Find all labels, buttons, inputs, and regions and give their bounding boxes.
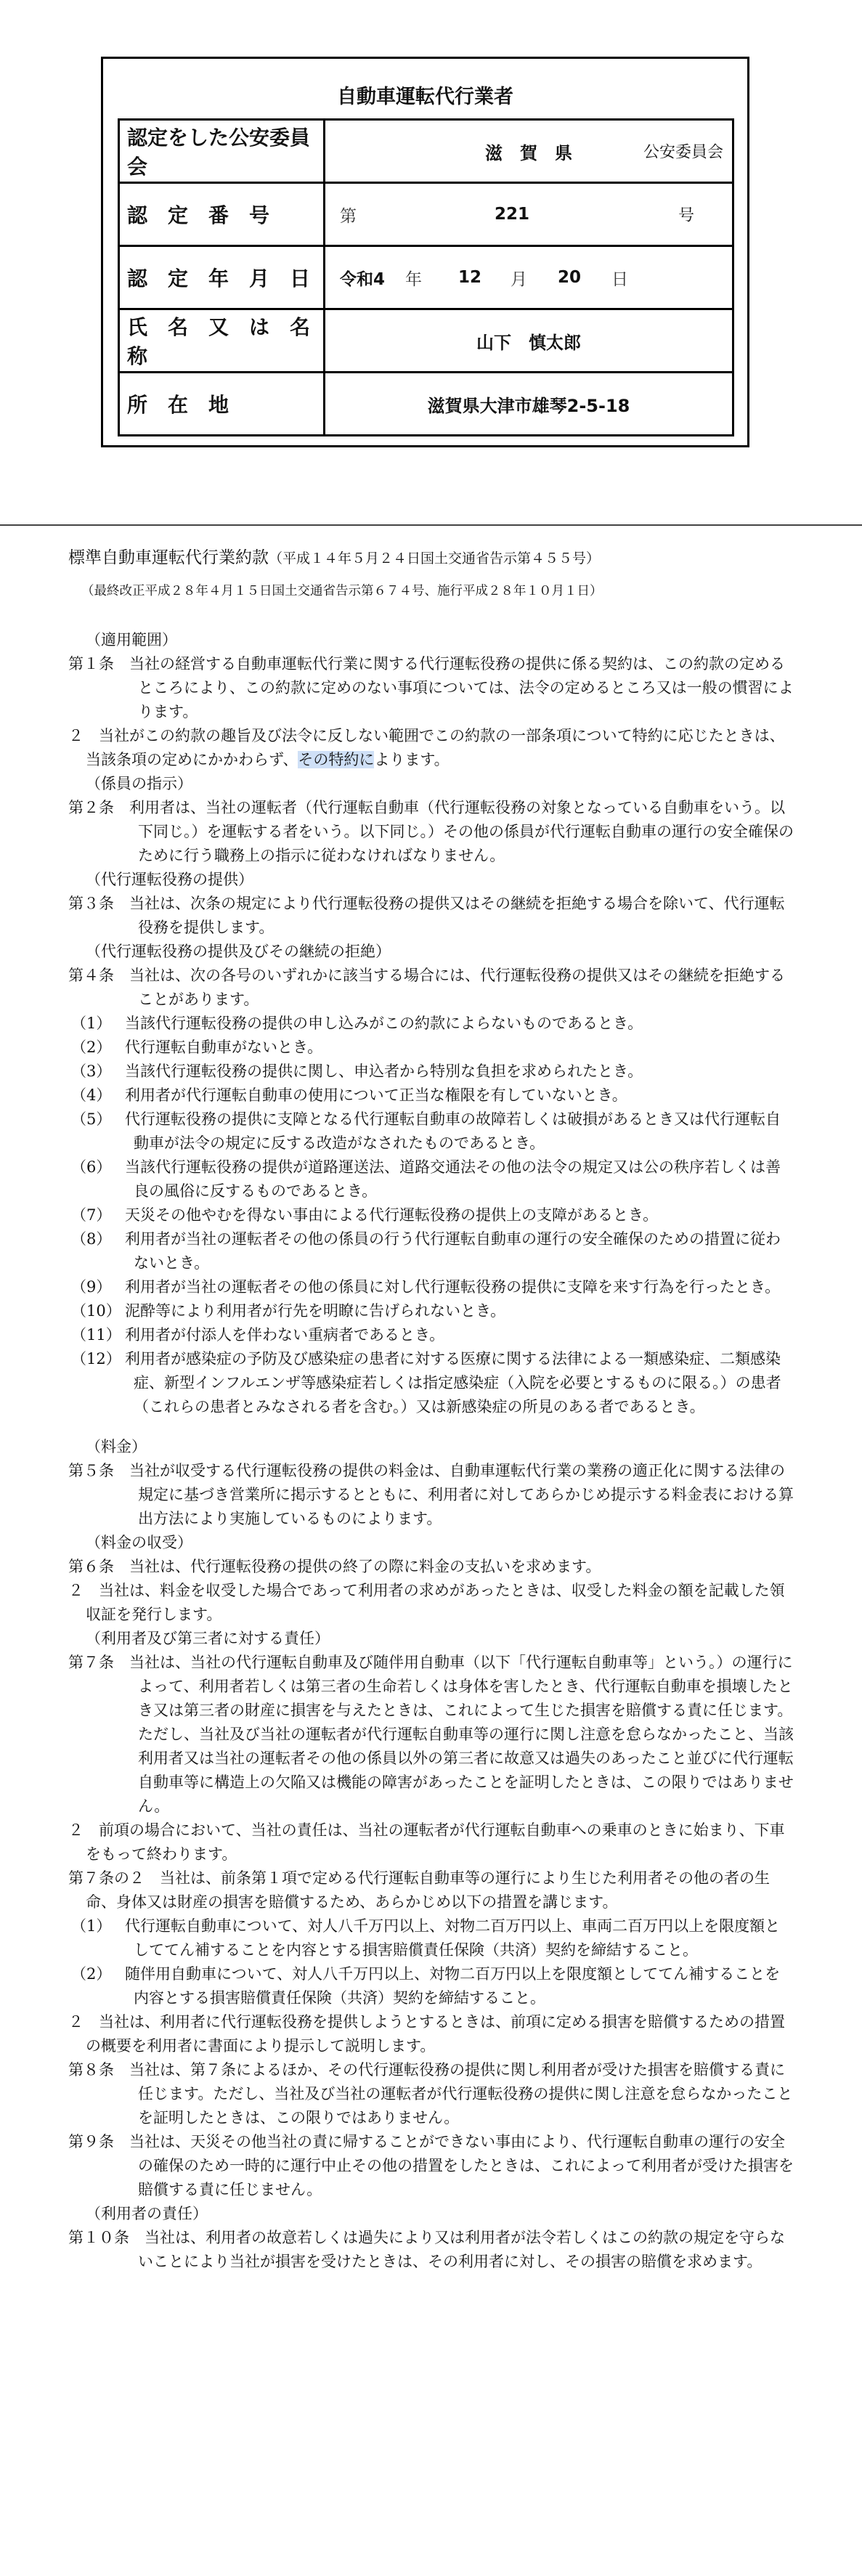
value-number: 221 (494, 205, 529, 224)
heading-crew: （係員の指示） (86, 775, 192, 792)
row-name (119, 309, 733, 373)
date-day: 20 (558, 268, 582, 287)
date-year-unit: 年 (405, 269, 423, 289)
doc-title: 標準自動車運転代行業約款（平成１４年５月２４日国土交通省告示第４５５号） (68, 548, 601, 567)
list-item: （4） 利用者が代行運転自動車の使用について正当な権限を有していないとき。 (71, 1086, 627, 1104)
doc-title-note: （平成１４年５月２４日国土交通省告示第４５５号） (269, 550, 601, 566)
row-commission (119, 120, 733, 183)
article-9: 第９条 当社は、天災その他当社の責に帰することができない事由により、代行運転自動車の運行の安全の確保のため一時的に運行中止その他の措置をしたときは、これによって利用者が受けた損害を賠償する責に任じません。 (68, 2133, 794, 2198)
list-item: （8） 利用者が当社の運転者その他の係員の行う代行運転自動車の運行の安全確保のための措置に従わないとき。 (71, 1230, 781, 1272)
list-item: （10） 泥酔等により利用者が行先を明瞭に告げられないとき。 (71, 1302, 506, 1320)
list-item: （2） 随伴用自動車について、対人八千万円以上、対物二百万円以上を限度額としててん補することを内容とする損害賠償責任保険（共済）契約を締結すること。 (71, 1965, 781, 2007)
certificate-table (118, 118, 734, 436)
heading-fee: （料金） (86, 1438, 147, 1455)
heading-scope: （適用範囲） (86, 631, 177, 649)
date-month: 12 (458, 268, 482, 287)
list-item: （2） 代行運転自動車がないとき。 (71, 1039, 323, 1056)
date-month-unit: 月 (511, 269, 528, 289)
list-item: （11） 利用者が付添人を伴わない重病者であるとき。 (71, 1326, 445, 1344)
list-item: （9） 利用者が当社の運転者その他の係員に対し代行運転役務の提供に支障を来す行為を行ったとき。 (71, 1278, 781, 1296)
certificate-title: 自動車運転代行業者 (337, 86, 513, 108)
number-prefix: 第 (340, 206, 357, 226)
article-5: 第５条 当社が収受する代行運転役務の提供の料金は、自動車運転代行業の業務の適正化に関する法律の規定に基づき営業所に掲示するとともに、利用者に対してあらかじめ提示する料金表における算出方法により実施しているものによります。 (68, 1462, 794, 1527)
value-name: 山下 慎太郎 (476, 332, 581, 353)
terms-document (68, 546, 794, 2274)
article-1: 第１条 当社の経営する自動車運転代行業に関する代行運転役務の提供に係る契約は、この約款の定めるところにより、この約款に定めのない事項については、法令の定めるところ又は一般の慣習によります。 (68, 655, 794, 720)
value-commission: 滋 賀 県 (485, 142, 572, 163)
list-item: （5） 代行運転役務の提供に支障となる代行運転自動車の故障若しくは破損があるとき又は代行運転自動車が法令の規定に反する改造がなされたものであるとき。 (71, 1110, 781, 1152)
article-1-para-2: ２ 当社がこの約款の趣旨及び法令に反しない範囲でこの約款の一部条項について特約に応じたときは、当該条項の定めにかかわらず、その特約によります。 (68, 727, 785, 768)
label-number: 認 定 番 号 (119, 183, 325, 246)
article-7-para-2: ２ 前項の場合において、当社の責任は、当社の運転者が代行運転自動車への乗車のときに始まり、下車をもって終わります。 (68, 1821, 785, 1863)
value-address: 滋賀県大津市雄琴2-5-18 (427, 395, 630, 416)
heading-liability: （利用者及び第三者に対する責任） (86, 1630, 330, 1647)
heading-user: （利用者の責任） (86, 2205, 208, 2222)
certificate-box (101, 57, 749, 447)
article-7-2-para-2: ２ 当社は、利用者に代行運転役務を提供しようとするときは、前項に定める損害を賠償するための措置の概要を利用者に書面により提示して説明します。 (68, 2013, 785, 2055)
highlighted-text: その特約に (298, 751, 375, 768)
doc-revision: （最終改正平成２８年４月１５日国土交通省告示第６７４号、施行平成２８年１０月１日） (81, 584, 603, 598)
article-7-2-items (68, 1914, 794, 2010)
label-name: 氏 名 又 は 名 称 (119, 309, 325, 373)
article-4: 第４条 当社は、次の各号のいずれかに該当する場合には、代行運転役務の提供又はその継続を拒絶することがあります。 (68, 967, 785, 1008)
row-number (119, 183, 733, 246)
list-item: （1） 代行運転自動車について、対人八千万円以上、対物二百万円以上、車両二百万円以上を限度額としててん補することを内容とする損害賠償責任保険（共済）契約を締結すること。 (71, 1917, 781, 1959)
suffix-commission: 公安委員会 (643, 143, 723, 162)
date-day-unit: 日 (611, 269, 629, 289)
row-address (119, 373, 733, 436)
list-item: （6） 当該代行運転役務の提供が道路運送法、道路交通法その他の法令の規定又は公の秩序若しくは善良の風俗に反するものであるとき。 (71, 1158, 781, 1200)
article-7-2: 第７条の２ 当社は、前条第１項で定める代行運転自動車等の運行により生じた利用者その他の者の生命、身体又は財産の損害を賠償するため、あらかじめ以下の措置を講じます。 (68, 1869, 770, 1911)
label-address: 所 在 地 (119, 373, 325, 436)
article-6-para-2: ２ 当社は、料金を収受した場合であって利用者の求めがあったときは、収受した料金の額を記載した領収証を発行します。 (68, 1582, 785, 1623)
heading-refusal: （代行運転役務の提供及びその継続の拒絶） (86, 943, 391, 960)
article-2: 第２条 利用者は、当社の運転者（代行運転自動車（代行運転役務の対象となっている自動車をいう。以下同じ。）を運転する者をいう。以下同じ。）その他の係員が代行運転自動車の運行の安全確保のために行う職務上の指示に従わなければなりません。 (68, 799, 794, 864)
date-era: 令和4 (340, 269, 386, 289)
article-4-items (68, 1012, 794, 1419)
list-item: （1） 当該代行運転役務の提供の申し込みがこの約款によらないものであるとき。 (71, 1015, 643, 1032)
label-commission: 認定をした公安委員会 (119, 120, 325, 183)
heading-provision: （代行運転役務の提供） (86, 871, 253, 888)
list-item: （3） 当該代行運転役務の提供に関し、申込者から特別な負担を求められたとき。 (71, 1063, 643, 1080)
article-6: 第６条 当社は、代行運転役務の提供の終了の際に料金の支払いを求めます。 (68, 1558, 601, 1575)
heading-collect: （料金の収受） (86, 1534, 192, 1551)
article-7: 第７条 当社は、当社の代行運転自動車及び随伴用自動車（以下「代行運転自動車等」という。）の運行によって、利用者若しくは第三者の生命若しくは身体を害したとき、代行運転自動車を損壊したとき又は第三者の財産に損害を与えたときは、これによって生じた損害を賠償する責に任じます。ただし、当社及び当社の運転者が代行運転自動車等の運行に関し注意を怠らなかったこと、当該利用者又は当社の運転者その他の係員以外の第三者に故意又は過失のあったこと並びに代行運転自動車等に構造上の欠陥又は機能の障害があったことを証明したときは、この限りではありません。 (68, 1654, 794, 1815)
label-date: 認 定 年 月 日 (119, 246, 325, 309)
article-10: 第１０条 当社は、利用者の故意若しくは過失により又は利用者が法令若しくはこの約款の規定を守らないことにより当社が損害を受けたときは、その利用者に対し、その損害の賠償を求めます。 (68, 2229, 785, 2270)
number-suffix: 号 (678, 206, 694, 225)
list-item: （12） 利用者が感染症の予防及び感染症の患者に対する医療に関する法律による一類感染症、二類感染症、新型インフルエンザ等感染症若しくは指定感染症（入院を必要とするものに限る。）の患者（これらの患者とみなされる者を含む。）又は新感染症の所見のある者であるとき。 (71, 1350, 781, 1415)
row-date (119, 246, 733, 309)
section-divider (0, 524, 862, 526)
list-item: （7） 天災その他やむを得ない事由による代行運転役務の提供上の支障があるとき。 (71, 1206, 659, 1224)
article-3: 第３条 当社は、次条の規定により代行運転役務の提供又はその継続を拒絶する場合を除いて、代行運転役務を提供します。 (68, 895, 785, 936)
article-8: 第８条 当社は、第７条によるほか、その代行運転役務の提供に関し利用者が受けた損害を賠償する責に任じます。ただし、当社及び当社の運転者が代行運転役務の提供に関し注意を怠らなかったことを証明したときは、この限りではありません。 (68, 2061, 793, 2126)
